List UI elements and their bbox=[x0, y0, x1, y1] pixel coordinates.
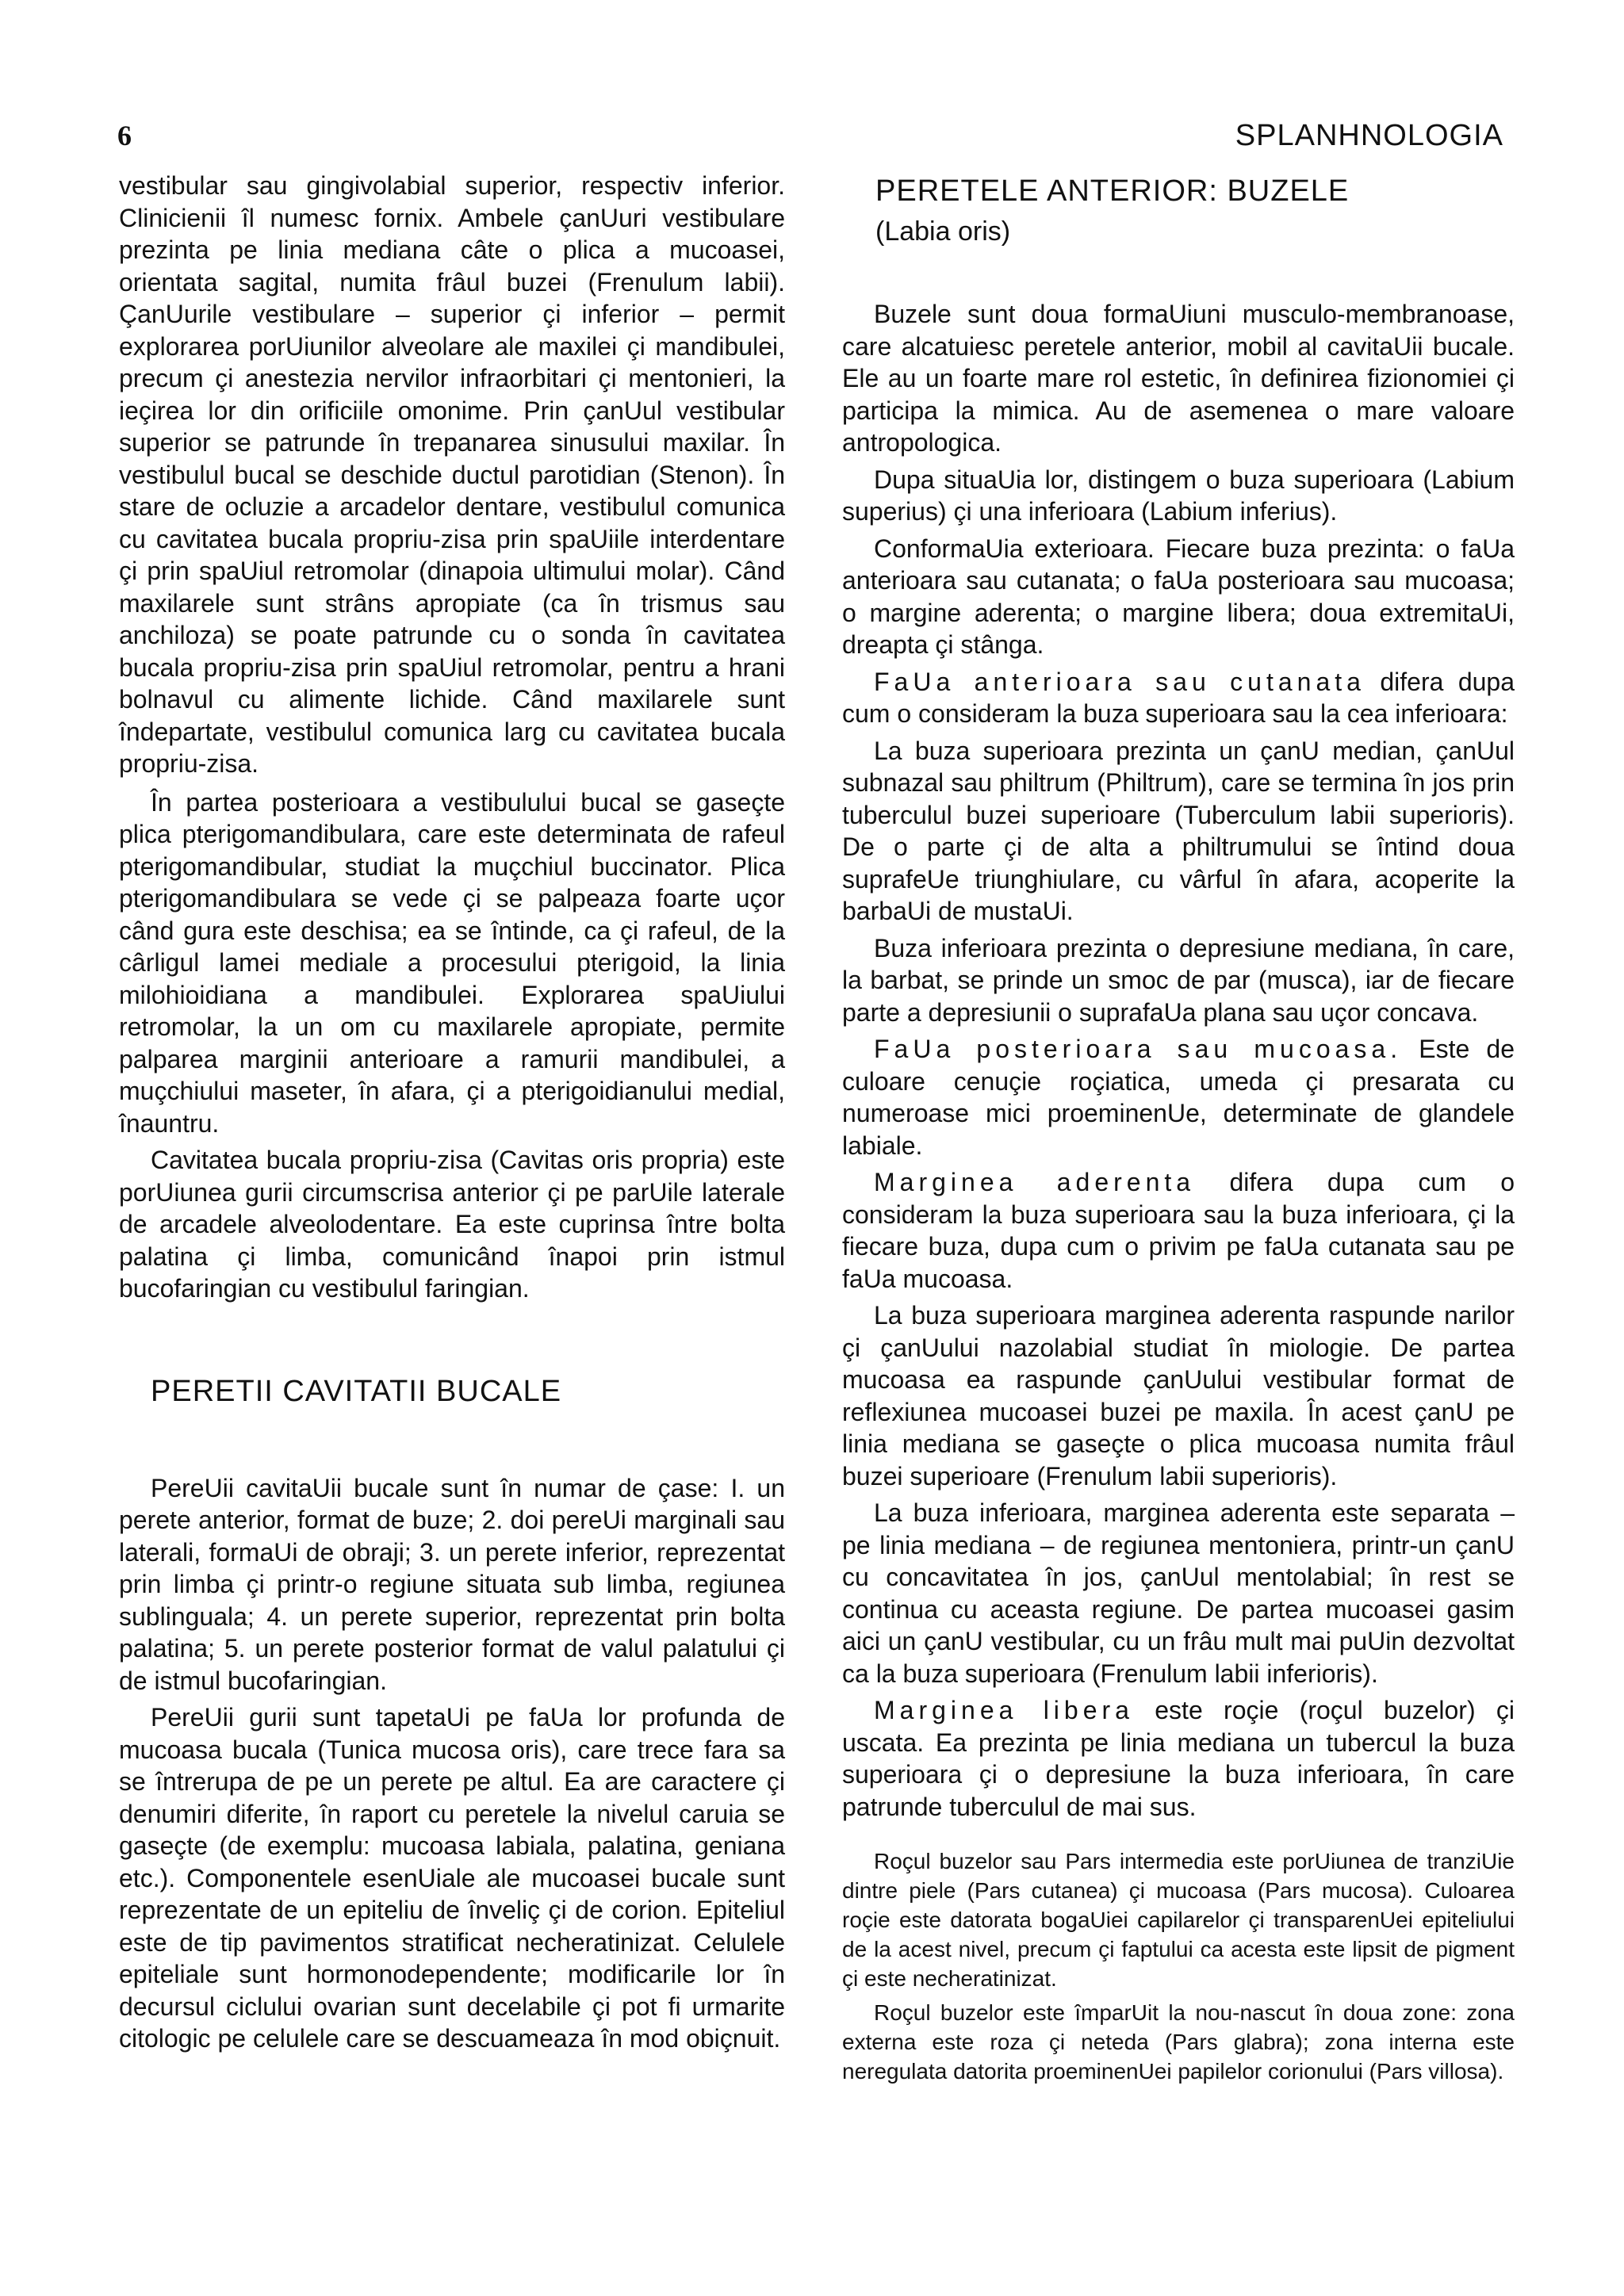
term: FaUa posterioara sau mucoasa. bbox=[874, 1035, 1403, 1063]
paragraph: Dupa situaUia lor, distingem o buza superioara (Labium superius) çi una inferioara (Labium inferius). bbox=[842, 465, 1515, 526]
section-subheading: (Labia oris) bbox=[875, 216, 1011, 247]
note-block bbox=[842, 1846, 1515, 2086]
paragraph: Buza inferioara prezinta o depresiune mediana, în care, la barbat, se prinde un smoc de par (musca), iar de fiecare parte a depresiunii o suprafaUa plana sau uçor concava. bbox=[842, 933, 1515, 1027]
page-number: 6 bbox=[117, 120, 132, 151]
term: FaUa anterioara sau cutanata bbox=[874, 667, 1365, 696]
running-title: SPLANHNOLOGIA bbox=[1235, 119, 1503, 152]
note-paragraph: Roçul buzelor este împarUit la nou-nascut în doua zone: zona externa este roza çi neteda (Pars glabra); zona interna este neregulata datorita proeminenUei papilelor corionului (Pars villosa). bbox=[842, 2000, 1515, 2084]
term: Marginea aderenta bbox=[874, 1168, 1196, 1196]
paragraph bbox=[842, 1033, 1515, 1161]
paragraph: La buza superioara prezinta un çanU median, çanUul subnazal sau philtrum (Philtrum), care se termina în jos prin tuberculul buzei superioare (Tuberculum labii superioris). De o parte çi de alta a philtrumului se întind doua suprafeUe triunghiulare, cu vârful în afara, acoperite la barbaUi de mustaUi. bbox=[842, 736, 1515, 925]
term: Marginea libera bbox=[874, 1696, 1134, 1724]
paragraph: La buza superioara marginea aderenta raspunde narilor çi çanUului nazolabial studiat în miologie. De partea mucoasa ea raspunde çanUului vestibular format de reflexiunea mucoasei buzei pe maxila. În acest çanU pe linia mediana se gaseçte o plica mucoasa numita frâul buzei superioare (Frenulum labii superioris). bbox=[842, 1301, 1515, 1490]
paragraph bbox=[842, 1694, 1515, 1823]
paragraph-text: difera dupa cum o consideram la buza superioara sau la cea inferioara: bbox=[842, 667, 1515, 728]
paragraph-text: este roçie (roçul buzelor) çi uscata. Ea prezinta pe linia mediana un tubercul la buza superioara çi o depresiune la buza inferioara, în care patrunde tuberculul de mai sus. bbox=[842, 1696, 1515, 1821]
paragraph: La buza inferioara, marginea aderenta este separata – pe linia mediana – de regiunea mentoniera, printr-un çanU cu concavitatea în jos, çanUul mentolabial; în rest se continua cu aceasta regiune. De partea mucoasei gasim aici un çanU vestibular, cu un frâu mult mai puUin dezvoltat ca la buza superioara (Frenulum labii inferioris). bbox=[842, 1498, 1515, 1688]
right-column bbox=[842, 170, 1515, 2086]
paragraph: Cavitatea bucala propriu-zisa (Cavitas oris propria) este porUiunea gurii circumscrisa anterior çi pe parUile laterale de arcadele alveolodentare. Ea este cuprinsa între bolta palatina çi limba, comunicând înapoi prin istmul bucofaringian cu vestibulul faringian. bbox=[119, 1146, 785, 1303]
paragraph bbox=[842, 666, 1515, 730]
section-heading: PERETELE ANTERIOR: BUZELE bbox=[875, 174, 1350, 208]
paragraph: ConformaUia exterioara. Fiecare buza prezinta: o faUa anterioara sau cutanata; o faUa posterioara sau mucoasa; o margine aderenta; o margine libera; doua extremitaUi, dreapta çi stânga. bbox=[842, 534, 1515, 659]
paragraph: Buzele sunt doua formaUiuni musculo-membranoase, care alcatuiesc peretele anterior, mobil al cavitaUii bucale. Ele au un foarte mare rol estetic, în definirea fizionomiei çi participa la mimica. Au de asemenea o mare valoare antropologica. bbox=[842, 300, 1515, 457]
note-paragraph: Roçul buzelor sau Pars intermedia este porUiunea de tranziUie dintre piele (Pars cutanea) çi mucoasa (Pars mucosa). Culoarea roçie este datorata bogaUiei capilarelor çi transparenUei epiteliului de la acest nivel, precum çi faptului ca acesta este lipsit de pigment çi este necheratinizat. bbox=[842, 1849, 1515, 1991]
paragraph: În partea posterioara a vestibulului bucal se gaseçte plica pterigomandibulara, care este determinata de rafeul pterigomandibular, studiat la muçchiul buccinator. Plica pterigomandibulara se vede çi se palpeaza foarte uçor când gura este deschisa; ea se întinde, ca çi rafeul, de la cârligul lamei mediale a procesului pterigoid, la linia milohioidiana a mandibulei. Explorarea spaUiului retromolar, la un om cu maxilarele apropiate, permite palparea marginii anterioare a ramurii mandibulei, a muçchiului maseter, în afara, çi a pterigoidianului medial, înauntru. bbox=[119, 787, 785, 1138]
paragraph-text: difera dupa cum o consideram la buza superioara sau la buza inferioara, çi la fiecare buza, dupa cum o privim pe faUa cutanata sau pe faUa mucoasa. bbox=[842, 1168, 1515, 1293]
paragraph: PereUii gurii sunt tapetaUi pe faUa lor profunda de mucoasa bucala (Tunica mucosa oris), care trece fara sa se întrerupa de pe un perete pe altul. Ea are caractere çi denumiri diferite, în raport cu peretele la nivelul caruia se gaseçte (de exemplu: mucoasa labiala, palatina, geniana etc.). Componentele esenUiale ale mucoasei bucale sunt reprezentate de un epiteliu de înveliç çi de corion. Epiteliul este de tip pavimentos stratificat necheratinizat. Celulele epiteliale sunt hormonodependente; modificarile lor în decursul ciclului ovarian sunt decelabile çi pot fi urmarite citologic pe celulele care se descuameaza în mod obiçnuit. bbox=[119, 1703, 785, 2053]
section-heading: PERETII CAVITATII BUCALE bbox=[151, 1374, 562, 1408]
paragraph bbox=[842, 1166, 1515, 1295]
paragraph: PereUii cavitaUii bucale sunt în numar de çase: I. un perete anterior, format de buze; 2. doi pereUi marginali sau laterali, formaUi de obraji; 3. un perete inferior, reprezentat prin limba çi printr-o regiune situata sub limba, regiunea sublinguala; 4. un perete superior, reprezentat prin bolta palatina; 5. un perete posterior format de valul palatului çi de istmul bucofaringian. bbox=[119, 1473, 785, 1695]
left-column bbox=[119, 170, 785, 2055]
paragraph-text: Este de culoare cenuçie roçiatica, umeda çi presarata cu numeroase mici proeminenUe, determinate de glandele labiale. bbox=[842, 1035, 1515, 1160]
paragraph: vestibular sau gingivolabial superior, respectiv inferior. Clinicienii îl numesc fornix. Ambele çanUuri vestibulare prezinta pe linia mediana câte o plica a mucoasei, orientata sagital, numita frâul buzei (Frenulum labii). ÇanUurile vestibulare – superior çi inferior – permit explorarea porUiunilor alveolare ale maxilei çi mandibulei, precum çi anestezia nervilor infraorbitari çi mentonieri, la ieçirea lor din orificiile omonime. Prin çanUul vestibular superior se patrunde în trepanarea sinusului maxilar. În vestibulul bucal se deschide ductul parotidian (Stenon). În stare de ocluzie a arcadelor dentare, vestibulul comunica cu cavitatea bucala propriu-zisa prin spaUiile interdentare çi prin spaUiul retromolar (dinapoia ultimului molar). Când maxilarele sunt strâns apropiate (ca în trismus sau anchiloza) se poate patrunde cu o sonda în cavitatea bucala propriu-zisa prin spaUiul retromolar, pentru a hrani bolnavul cu alimente lichide. Când maxilarele sunt îndepartate, vestibulul comunica larg cu cavitatea bucala propriu-zisa. bbox=[119, 171, 785, 778]
